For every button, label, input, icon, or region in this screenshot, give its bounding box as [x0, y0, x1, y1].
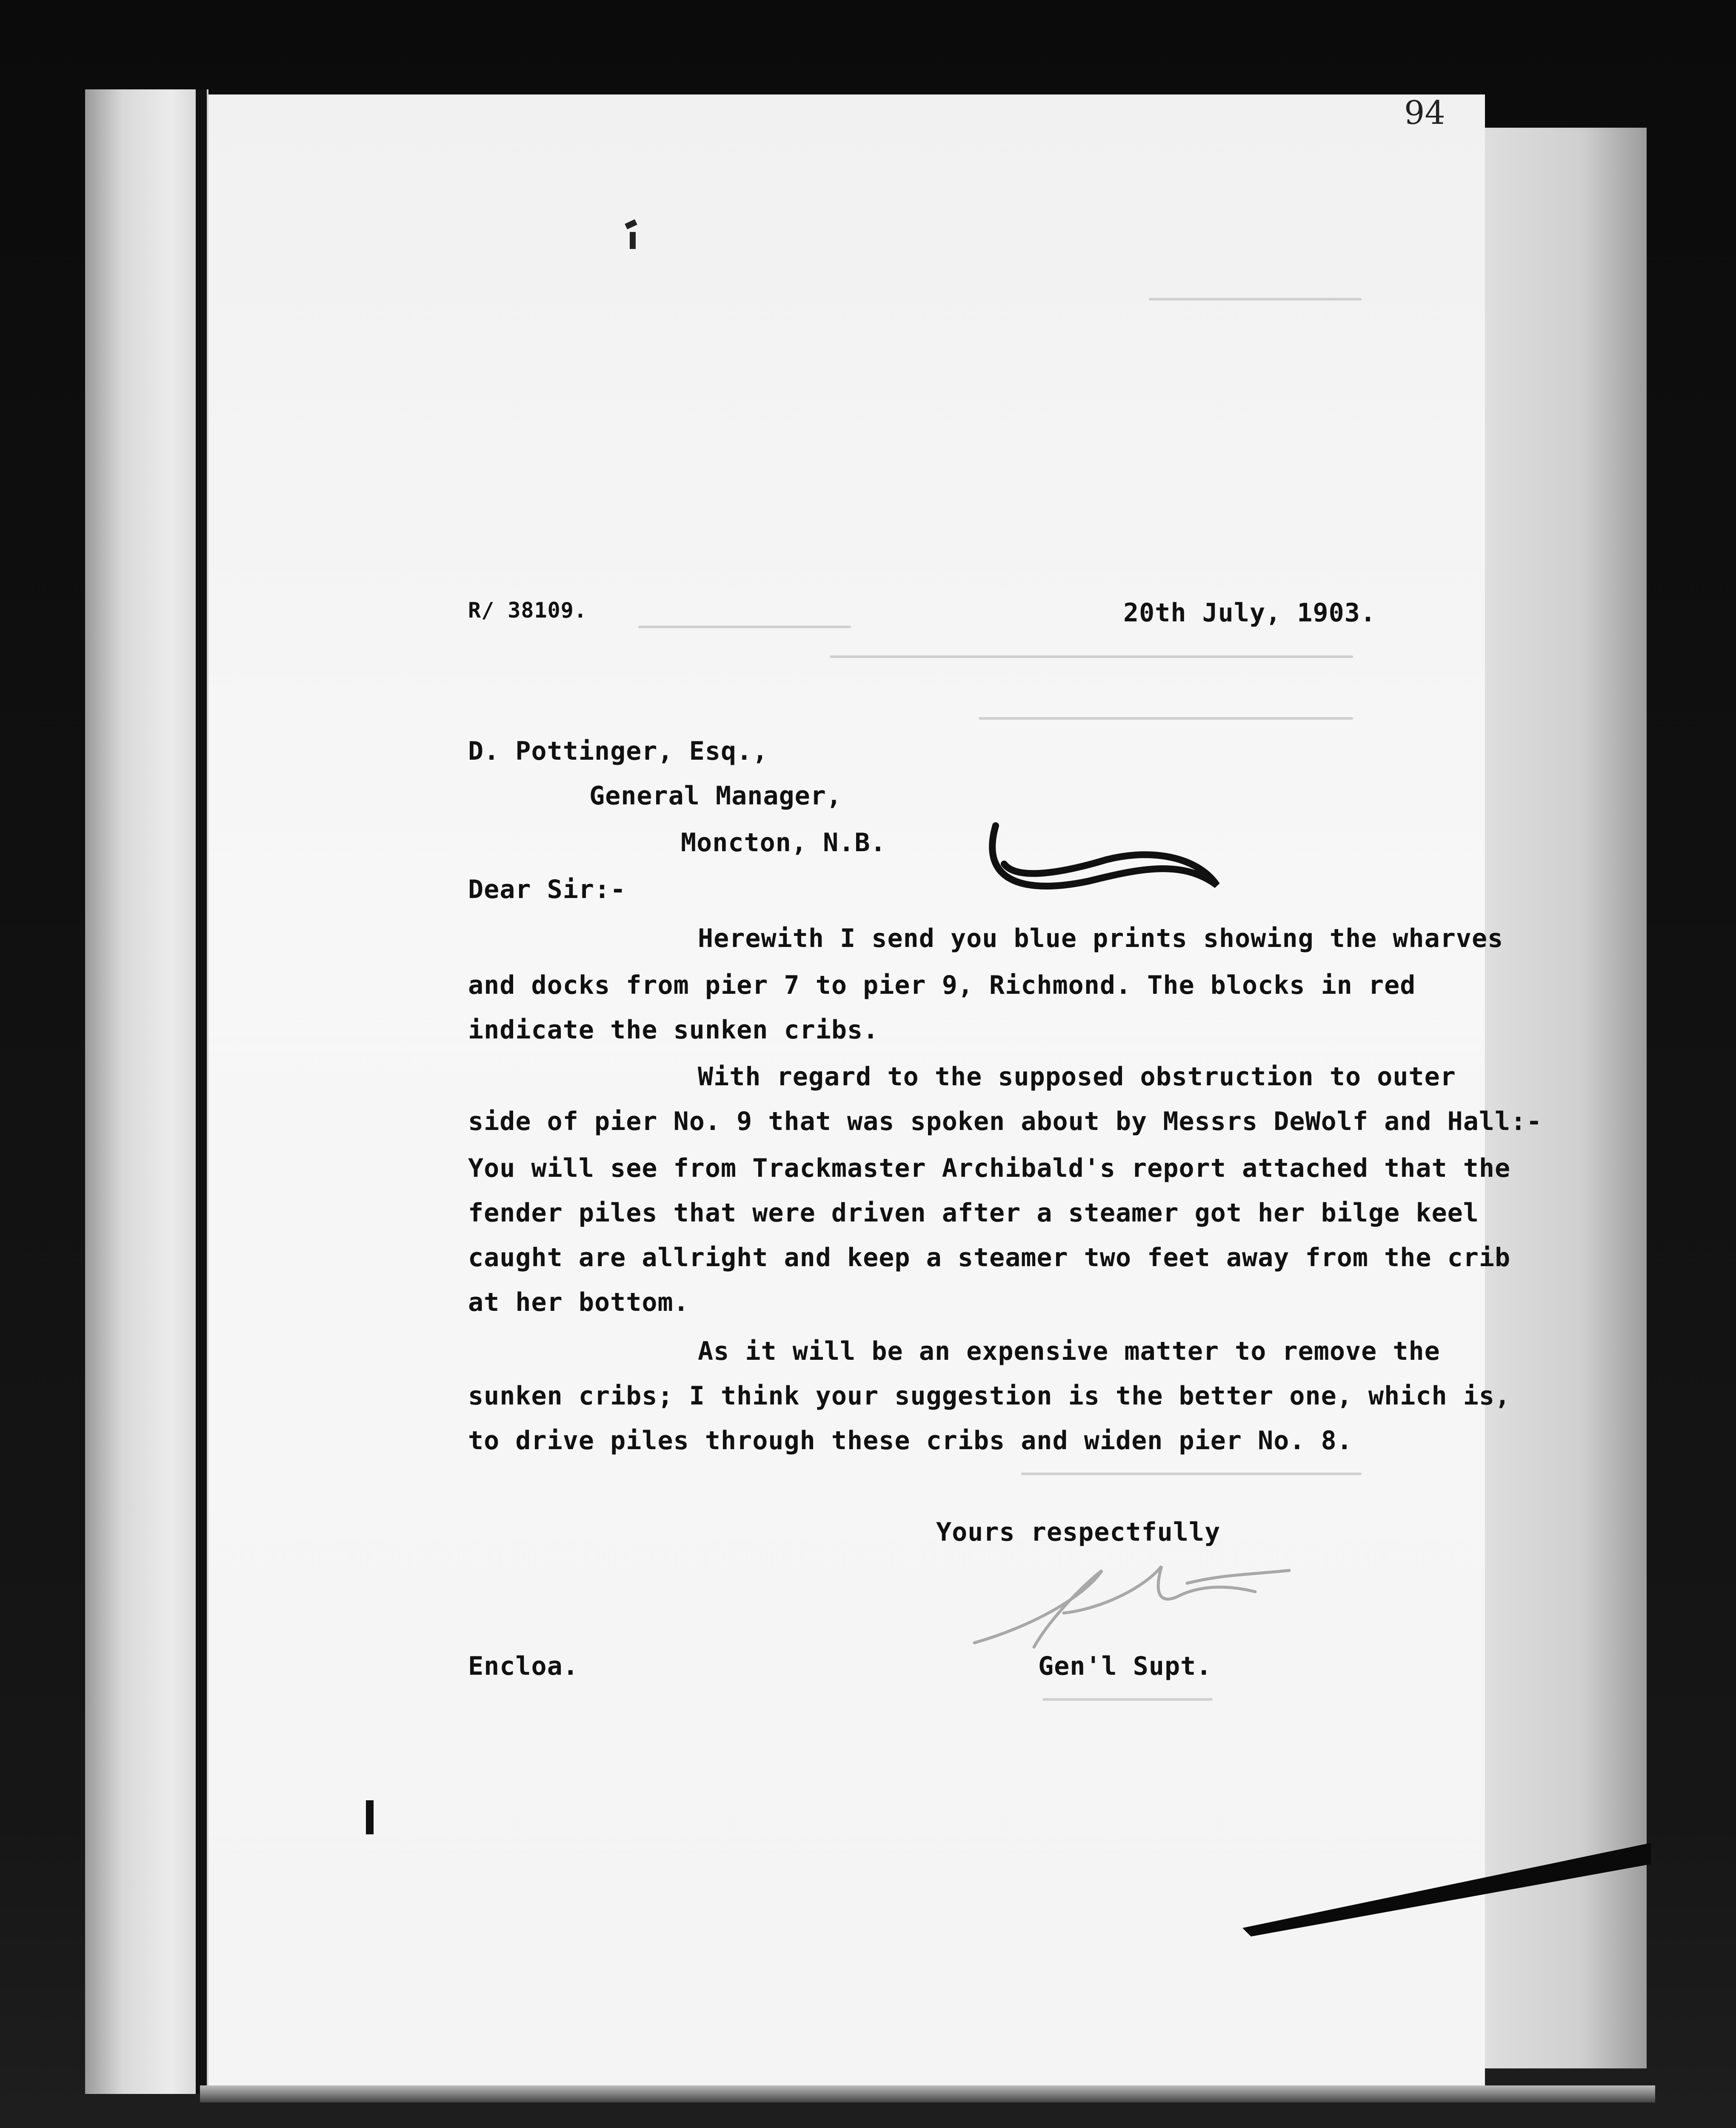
letterbook-binding — [85, 89, 208, 2094]
binding-shadow-line — [196, 89, 207, 2094]
recipient-location: Moncton, N.B. — [681, 828, 886, 858]
salutation: Dear Sir:- — [468, 875, 626, 904]
pointer-stick — [1234, 1830, 1659, 1958]
page-number: 94 — [1404, 94, 1445, 132]
page-bottom-shadow — [200, 2085, 1655, 2102]
body-line: to drive piles through these cribs and widen pier No. 8. — [468, 1426, 1353, 1456]
ink-mark — [366, 1800, 374, 1834]
signature — [923, 1549, 1306, 1660]
body-line: caught are allright and keep a steamer two feet away from the crib — [468, 1243, 1511, 1273]
body-line: With regard to the supposed obstruction to outer — [698, 1062, 1456, 1092]
bleedthrough-line — [1042, 1698, 1213, 1701]
bleedthrough-line — [1021, 1473, 1362, 1475]
bleedthrough-line — [638, 626, 851, 628]
body-line: sunken cribs; I think your suggestion is the better one, which is, — [468, 1381, 1511, 1411]
bleedthrough-line — [1149, 298, 1362, 300]
body-line: Herewith I send you blue prints showing the wharves — [698, 924, 1504, 953]
enclosure-note: Encloa. — [468, 1651, 579, 1681]
ink-mark — [630, 232, 636, 249]
body-line: You will see from Trackmaster Archibald's report attached that the — [468, 1153, 1511, 1183]
bleedthrough-line — [830, 655, 1353, 658]
letter-date: 20th July, 1903. — [1123, 598, 1376, 628]
body-line: indicate the sunken cribs. — [468, 1015, 879, 1045]
pen-flourish — [979, 809, 1234, 911]
body-line: As it will be an expensive matter to remove the — [698, 1336, 1440, 1366]
recipient-title: General Manager, — [589, 781, 842, 811]
body-line: fender piles that were driven after a steamer got her bilge keel — [468, 1198, 1479, 1228]
signatory-title: Gen'l Supt. — [1038, 1651, 1212, 1681]
letter-page — [208, 94, 1485, 2091]
body-line: at her bottom. — [468, 1287, 689, 1317]
recipient-name: D. Pottinger, Esq., — [468, 736, 768, 766]
closing: Yours respectfully — [936, 1517, 1221, 1547]
page-stack-edge — [1485, 128, 1647, 2068]
body-line: side of pier No. 9 that was spoken about by Messrs DeWolf and Hall:- — [468, 1107, 1542, 1136]
bleedthrough-line — [979, 717, 1353, 720]
reference-number: R/ 38109. — [468, 598, 587, 623]
body-line: and docks from pier 7 to pier 9, Richmond. The blocks in red — [468, 970, 1416, 1000]
